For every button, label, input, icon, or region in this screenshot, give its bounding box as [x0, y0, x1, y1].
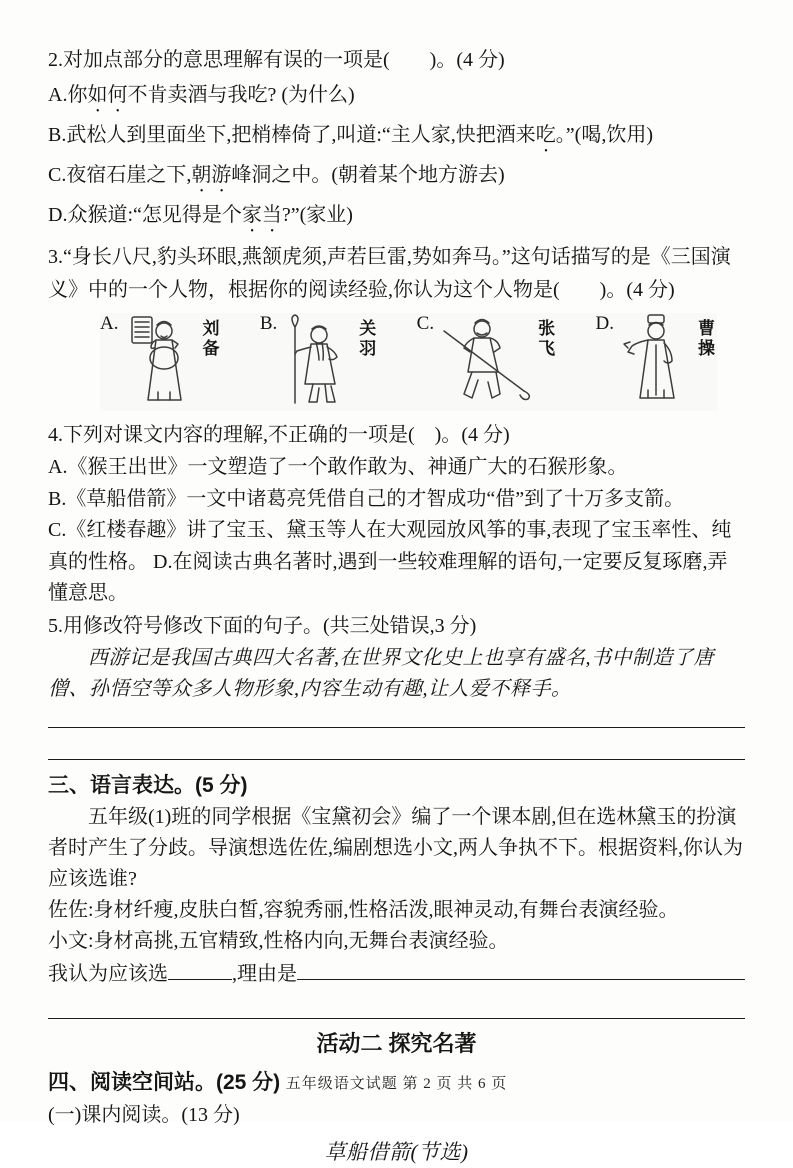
section3-intro: 五年级(1)班的同学根据《宝黛初会》编了一个课本剧,但在选林黛玉的扮演者时产生了分歧。导演想选佐佐,编剧想选小文,两人争执不下。根据资料,你认为应该选谁?: [48, 805, 743, 890]
activity2-heading: 活动二 探究名著: [316, 1030, 477, 1056]
q3-figure-b-letter: B.: [259, 313, 278, 334]
q2-option-a: [48, 77, 745, 117]
section3-answer-line: [48, 957, 745, 991]
q3-figure-liubei: [100, 313, 221, 405]
q3-figure-guanyu: [260, 313, 378, 405]
q3-figure-d-name: 曹操: [694, 319, 714, 359]
q3-figure-a-name: 刘备: [199, 319, 219, 359]
section3-zuozuo-profile: 佐佐:身材纤瘦,皮肤白皙,容貌秀丽,性格活泼,眼神灵动,有舞台表演经验。: [48, 898, 679, 921]
q3-figure-c-letter: C.: [416, 313, 435, 334]
q2-option-a-post: 不肯卖酒与我吃? (为什么): [127, 84, 355, 106]
q2-option-b-emphasized: 吃: [535, 124, 556, 146]
q3-figure-d-letter: D.: [595, 313, 614, 334]
q3-figure-c-name: 张飞: [535, 319, 555, 359]
guanyu-figure-illustration: [281, 313, 351, 405]
zhangfei-figure-illustration: [438, 313, 530, 405]
section3-answer-mid: ,理由是: [232, 962, 297, 985]
page-footer: 五年级语文试题 第 2 页 共 6 页: [285, 1076, 508, 1092]
q5-passage: 西游记是我国古典四大名著,在世界文化史上也享有盛名,书中制造了唐僧、孙悟空等众多人物形象,内容生动有趣,让人爱不释手。: [48, 646, 714, 700]
q2-option-b: [48, 117, 745, 157]
q2-option-c-pre: C.夜宿石崖之下,: [48, 164, 192, 186]
q3-stem: 3.“身长八尺,豹头环眼,燕颔虎须,声若巨雷,势如奔马。”这句话描写的是《三国演义》中的一个人物，根据你的阅读经验,你认为这个人物是( )。(4 分): [48, 246, 731, 301]
q2-option-b-pre: B.武松人到里面坐下,把梢棒倚了,叫道:“主人家,快把酒来: [48, 124, 536, 146]
q2-stem: 2.对加点部分的意思理解有误的一项是( )。(4 分): [48, 49, 505, 71]
q2-option-d-post: ?”(家业): [281, 204, 353, 226]
q4-option-cd: C.《红楼春趣》讲了宝玉、黛玉等人在大观园放风筝的事,表现了宝玉率性、纯真的性格。 D.在阅读古典名著时,遇到一些较难理解的语句,一定要反复琢磨,弄懂意思。: [48, 519, 732, 604]
section3-answer-blank-1: [168, 957, 232, 980]
q2-option-a-emphasized: 如何: [87, 84, 128, 106]
section3-xiaowen-profile: 小文:身材高挑,五官精致,性格内向,无舞台表演经验。: [48, 929, 509, 952]
section3-heading: 三、语言表达。(5 分): [48, 773, 248, 797]
q2-option-c-emphasized: 朝游: [191, 164, 232, 186]
liubei-figure-illustration: [122, 313, 194, 405]
q3-figure-a-letter: A.: [100, 313, 119, 334]
section4-heading: 四、阅读空间站。(25 分): [48, 1070, 281, 1094]
section4-passage-title: 草船借箭(节选): [324, 1139, 469, 1164]
q4-option-b: B.《草船借箭》一文中诸葛亮凭借自己的才智成功“借”到了十万多支箭。: [48, 487, 685, 510]
section3-answer-prefix: 我认为应该选: [48, 962, 168, 985]
q3-figure-zhangfei: [417, 313, 557, 405]
q2-option-c: [48, 157, 745, 197]
section3-answer-blank-2: [297, 957, 745, 980]
q5-stem: 5.用修改符号修改下面的句子。(共三处错误,3 分): [48, 614, 477, 637]
q2-option-d-emphasized: 家当: [241, 204, 282, 226]
q4-stem: 4.下列对课文内容的理解,不正确的一项是( )。(4 分): [48, 424, 510, 446]
caocao-figure-illustration: [618, 313, 690, 405]
q3-figure-b-name: 关羽: [356, 319, 376, 359]
q2-option-b-post: 。”(喝,饮用): [555, 124, 653, 146]
q5-answer-line-2: [48, 759, 745, 760]
q3-figures-row: [100, 313, 717, 411]
q2-option-d-pre: D.众猴道:“怎见得是个: [48, 204, 242, 226]
q2-option-c-post: 峰洞之中。(朝着某个地方游去): [231, 164, 505, 186]
q2-option-d: [48, 197, 745, 237]
q2-option-a-pre: A.你: [48, 84, 88, 106]
q4-option-a: A.《猴王出世》一文塑造了一个敢作敢为、神通广大的石猴形象。: [48, 456, 628, 478]
q5-answer-line-1: [48, 727, 745, 728]
q3-figure-caocao: [595, 313, 716, 405]
section4-sub-heading: (一)课内阅读。(13 分): [48, 1103, 240, 1126]
section3-extra-answer-line: [48, 1018, 745, 1019]
